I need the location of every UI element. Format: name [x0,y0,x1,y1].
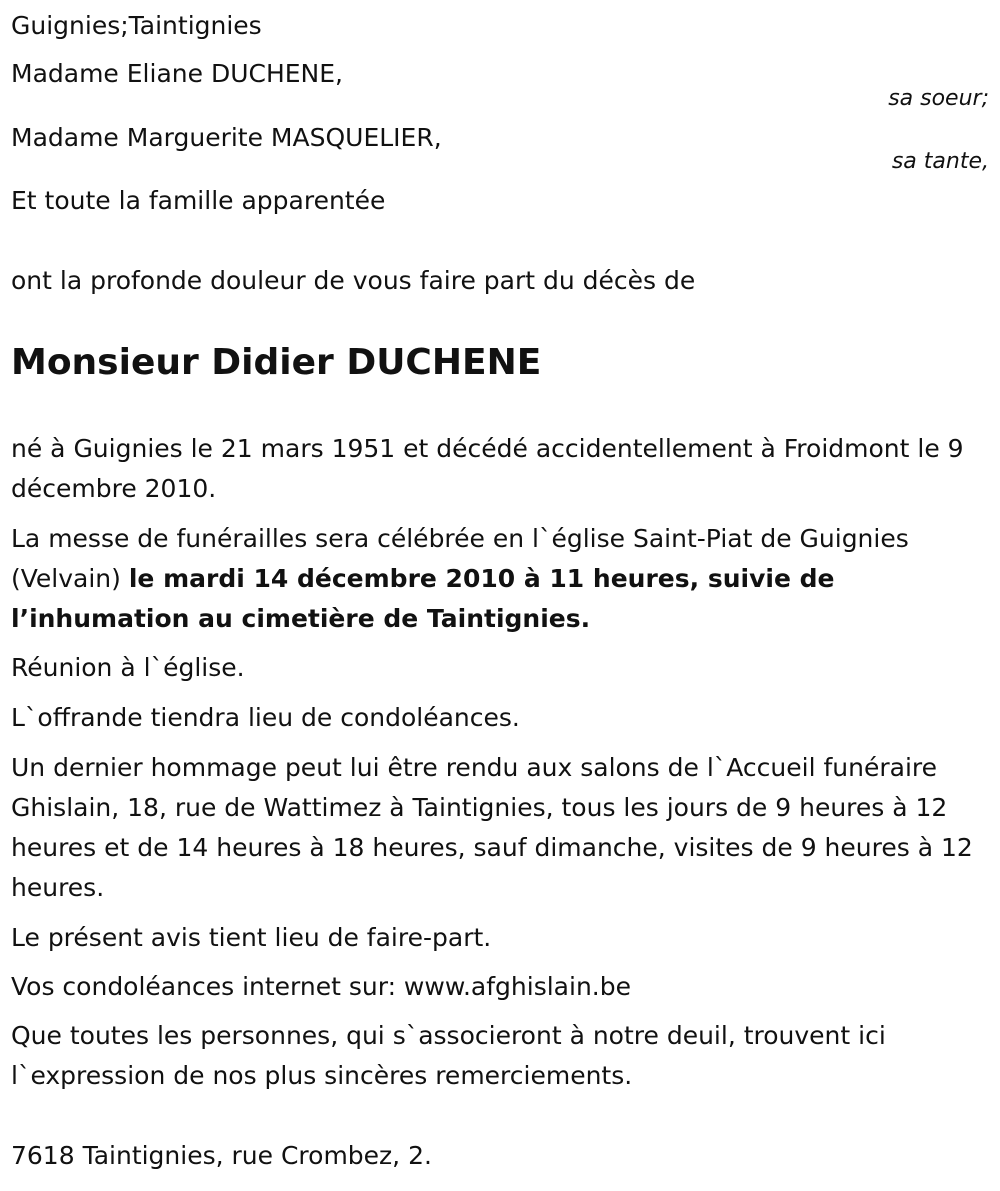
deceased-name: Monsieur Didier DUCHENE [11,342,542,383]
condolences-paragraph: Vos condoléances internet sur: www.afghislain.be [11,972,631,1001]
funeral-intro: La messe de funérailles sera célébrée en l`église Saint-Piat de Guignies (Velvain) [11,524,909,593]
thanks-paragraph: Que toutes les personnes, qui s`associeront à notre deuil, trouvent ici l`expression de nos plus sincères remerciements. [11,1021,886,1090]
tribute-paragraph: Un dernier hommage peut lui être rendu aux salons de l`Accueil funéraire Ghislain, 18, rue de Wattimez à Taintignies, tous les jours de 9 heures à 12 heures et de 14 heures à 18 heures, sauf dimanche, visites de 9 heures à 12 heures. [11,753,973,902]
announcement-text: ont la profonde douleur de vous faire part du décès de [11,266,696,295]
family-rest: Et toute la famille apparentée [11,186,386,215]
funeral-date-details: le mardi 14 décembre 2010 à 11 heures, suivie de l’inhumation au cimetière de Taintignies. [11,564,835,633]
notice-paragraph: Le présent avis tient lieu de faire-part. [11,923,492,952]
funeral-paragraph [11,519,996,639]
reunion-paragraph: Réunion à l`église. [11,653,245,682]
family-member-name: Madame Marguerite MASQUELIER, [11,123,442,152]
address-line: 7618 Taintignies, rue Crombez, 2. [11,1141,432,1170]
location-header: Guignies;Taintignies [11,11,262,40]
birth-death-paragraph: né à Guignies le 21 mars 1951 et décédé accidentellement à Froidmont le 9 décembre 2010. [11,434,964,503]
offering-paragraph: L`offrande tiendra lieu de condoléances. [11,703,520,732]
family-member-relation: sa tante, [891,149,989,174]
family-member-relation: sa soeur; [888,86,989,111]
family-member-name: Madame Eliane DUCHENE, [11,59,343,88]
